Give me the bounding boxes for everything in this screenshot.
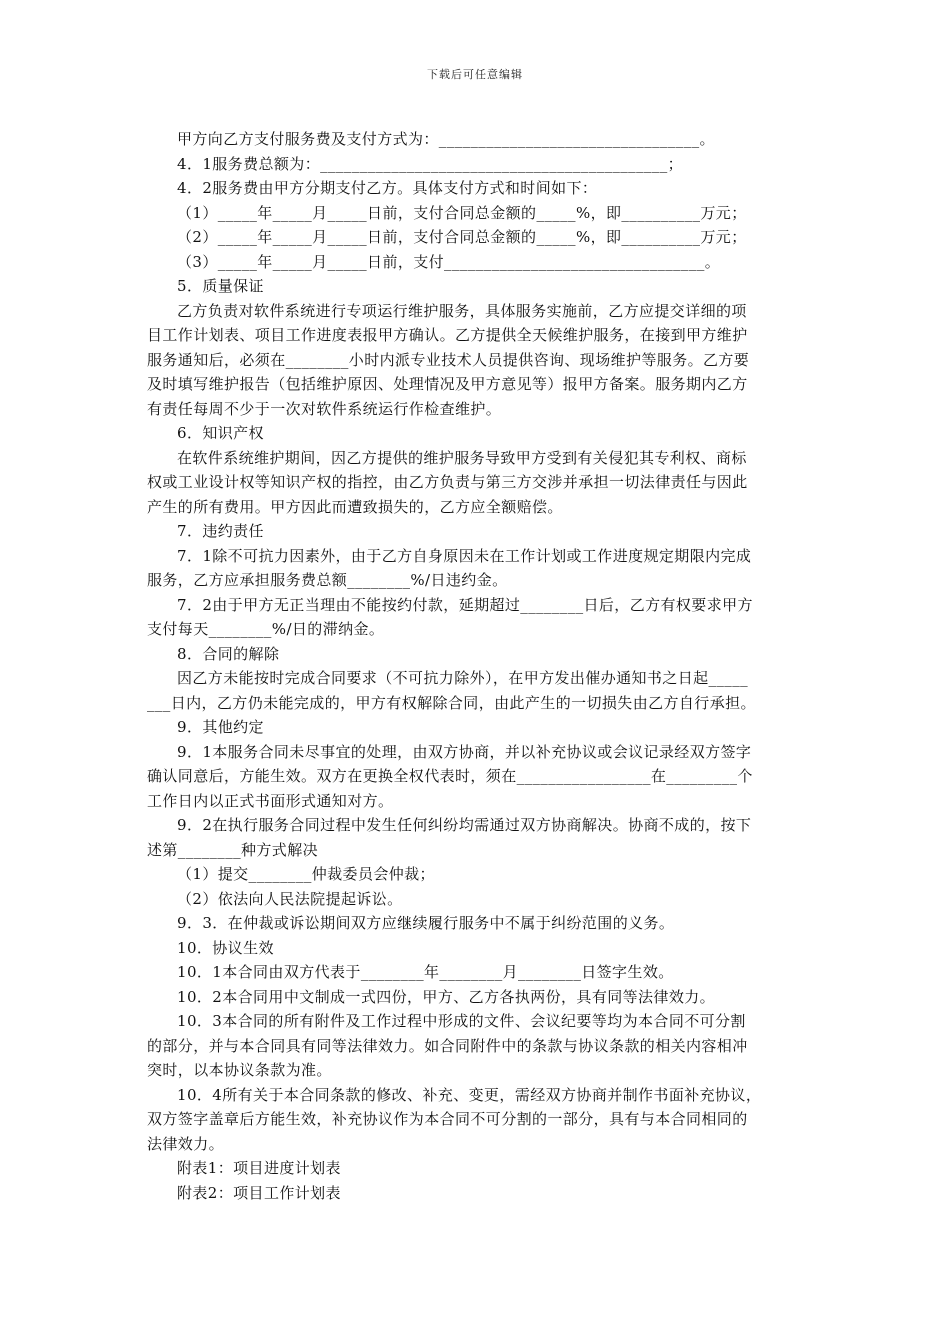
paragraph-line: 乙方负责对软件系统进行专项运行维护服务，具体服务实施前，乙方应提交详细的项	[177, 301, 747, 320]
section-heading-ip: 6．知识产权	[177, 424, 264, 442]
clause-9-1: 9．1本服务合同未尽事宜的处理，由双方协商，并以补充协议或会议记录经双方签字	[177, 742, 752, 761]
paragraph-line: 法律效力。	[147, 1134, 225, 1153]
section-heading-breach: 7．违约责任	[177, 522, 264, 540]
installment-1: （1）_____年_____月_____日前，支付合同总金额的_____%，即__________万元；	[177, 203, 747, 222]
paragraph-line: 工作日内以正式书面形式通知对方。	[147, 791, 394, 810]
section-heading-quality: 5．质量保证	[177, 277, 264, 295]
paragraph-line: 权或工业设计权等知识产权的指控，由乙方负责与第三方交涉并承担一切法律责任与因此	[147, 473, 748, 491]
clause-9-3: 9．3．在仲裁或诉讼期间双方应继续履行服务中不属于纠纷范围的义务。	[177, 914, 675, 932]
payment-method-line: 甲方向乙方支付服务费及支付方式为：_________________________________。	[177, 130, 715, 148]
paragraph-line: 产生的所有费用。甲方因此而遭致损失的，乙方应全额赔偿。	[147, 497, 563, 516]
clause-10-1: 10．1本合同由双方代表于________年________月________日签字生效。	[177, 963, 674, 981]
paragraph-line: 因乙方未能按时完成合同要求（不可抗力除外），在甲方发出催办通知书之日起_____	[177, 669, 749, 687]
installment-3: （3）_____年_____月_____日前，支付_________________________________。	[177, 252, 721, 271]
section-heading-other: 9．其他约定	[177, 718, 264, 736]
paragraph-line: ___日内，乙方仍未能完成的，甲方有权解除合同，由此产生的一切损失由乙方自行承担。	[147, 693, 756, 712]
appendix-2: 附表2：项目工作计划表	[177, 1183, 341, 1202]
clause-7-1: 7．1除不可抗力因素外，由于乙方自身原因未在工作计划或工作进度规定期限内完成	[177, 546, 752, 565]
paragraph-line: 突时，以本协议条款为准。	[147, 1061, 332, 1079]
clause-9-2: 9．2在执行服务合同过程中发生任何纠纷均需通过双方协商解决。协商不成的，按下	[177, 816, 752, 834]
paragraph-line: 服务，乙方应承担服务费总额________%/日违约金。	[147, 571, 508, 589]
paragraph-line: 述第________种方式解决	[147, 840, 319, 859]
section-heading-effect: 10．协议生效	[177, 938, 274, 957]
paragraph-line: 支付每天________%/日的滞纳金。	[147, 620, 385, 638]
paragraph-line: 有责任每周不少于一次对软件系统运行作检查维护。	[147, 399, 502, 418]
contract-body	[147, 127, 807, 1205]
clause-4-1: 4．1服务费总额为：____________________________________________；	[177, 154, 684, 173]
clause-4-2: 4．2服务费由甲方分期支付乙方。具体支付方式和时间如下：	[177, 179, 598, 197]
paragraph-line: 双方签字盖章后方能生效，补充协议作为本合同不可分割的一部分，具有与本合同相同的	[147, 1110, 748, 1128]
paragraph-line: 服务通知后，必须在________小时内派专业技术人员提供咨询、现场维护等服务。乙方要	[147, 350, 750, 369]
paragraph-line: 的部分，并与本合同具有同等法律效力。如合同附件中的条款与协议条款的相关内容相冲	[147, 1036, 748, 1055]
dispute-option-1: （1）提交________仲裁委员会仲裁；	[177, 865, 435, 883]
dispute-option-2: （2）依法向人民法院提起诉讼。	[177, 889, 403, 908]
clause-10-2: 10．2本合同用中文制成一式四份，甲方、乙方各执两份，具有同等法律效力。	[177, 987, 716, 1006]
clause-10-4: 10．4所有关于本合同条款的修改、补充、变更，需经双方协商并制作书面补充协议，	[177, 1085, 762, 1104]
section-heading-termination: 8．合同的解除	[177, 644, 280, 663]
installment-2: （2）_____年_____月_____日前，支付合同总金额的_____%，即__________万元；	[177, 228, 747, 246]
paragraph-line: 在软件系统维护期间，因乙方提供的维护服务导致甲方受到有关侵犯其专利权、商标	[177, 448, 747, 467]
paragraph-line: 确认同意后，方能生效。双方在更换全权代表时，须在_________________在_________个	[147, 767, 753, 785]
page-header-caption: 下载后可任意编辑	[427, 68, 523, 81]
appendix-1: 附表1：项目进度计划表	[177, 1159, 341, 1177]
clause-7-2: 7．2由于甲方无正当理由不能按约付款，延期超过________日后，乙方有权要求甲方	[177, 595, 753, 614]
paragraph-line: 目工作计划表、项目工作进度表报甲方确认。乙方提供全天候维护服务，在接到甲方维护	[147, 326, 748, 344]
paragraph-line: 及时填写维护报告（包括维护原因、处理情况及甲方意见等）报甲方备案。服务期内乙方	[147, 375, 748, 393]
clause-10-3: 10．3本合同的所有附件及工作过程中形成的文件、会议纪要等均为本合同不可分割	[177, 1012, 746, 1030]
